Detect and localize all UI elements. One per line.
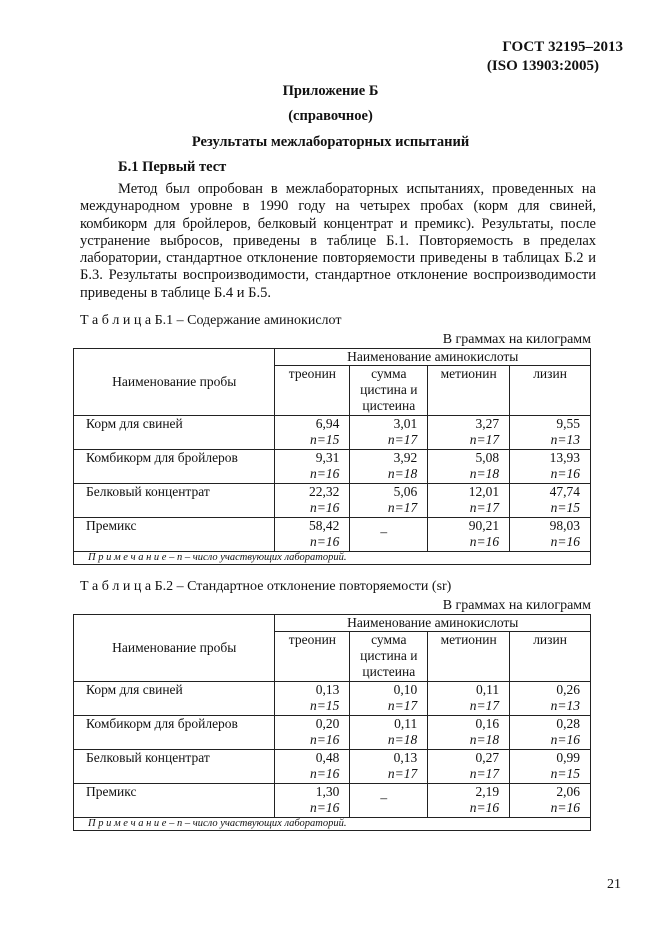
cell-n: n=17: [387, 500, 418, 515]
cell-value: [275, 450, 350, 484]
cell-value: [350, 716, 428, 750]
cell-value: [510, 450, 591, 484]
table-row: [74, 416, 591, 450]
cell-mean: 3,92: [393, 450, 418, 465]
table1-unit: В граммах на килограмм: [442, 332, 591, 347]
cell-value: [510, 784, 591, 818]
cell-value: [275, 416, 350, 450]
cell-mean: 9,55: [556, 416, 580, 431]
cell-mean: 58,42: [308, 518, 340, 533]
cell-mean: 0,13: [393, 750, 418, 765]
cell-value: [350, 682, 428, 716]
cell-value: [350, 750, 428, 784]
cell-value: [428, 750, 510, 784]
cell-mean: 0,20: [315, 716, 340, 731]
cell-value: [275, 750, 350, 784]
cell-value: [510, 416, 591, 450]
cell-n: n=16: [309, 766, 340, 781]
cell-n: n=15: [309, 432, 340, 447]
appendix-type: (справочное): [288, 108, 373, 124]
cell-mean: –: [380, 524, 388, 539]
cell-n: n=16: [309, 500, 340, 515]
page-number: 21: [607, 877, 621, 892]
cell-value: [510, 682, 591, 716]
cell-mean: 12,01: [468, 484, 500, 499]
iso-number: (ISO 13903:2005): [486, 58, 599, 74]
cell-n: n=16: [550, 466, 580, 481]
document-header: [487, 38, 623, 76]
cell-mean: 5,08: [475, 450, 500, 465]
cell-mean: 0,11: [476, 682, 500, 697]
cell-n: n=15: [550, 766, 580, 781]
cell-value: [350, 416, 428, 450]
row-sample-name: Премикс: [74, 784, 275, 818]
table-row: [74, 518, 591, 552]
row-sample-name: Корм для свиней: [74, 416, 275, 450]
cell-n: n=17: [387, 766, 418, 781]
table1-col-lysine: лизин: [510, 366, 591, 416]
cell-value: [510, 716, 591, 750]
cell-value: [350, 784, 428, 818]
table1-caption: Т а б л и ц а Б.1 – Содержание аминокислот: [80, 313, 342, 328]
table2-col-methionine: метионин: [428, 632, 510, 682]
cell-n: n=18: [469, 732, 500, 747]
row-sample-name: Белковый концентрат: [74, 750, 275, 784]
cell-n: n=16: [309, 466, 340, 481]
table2-group-header: Наименование аминокислоты: [275, 615, 591, 632]
table-row: [74, 682, 591, 716]
cell-mean: 90,21: [468, 518, 500, 533]
cell-n: n=16: [550, 534, 580, 549]
section-title: Б.1 Первый тест: [118, 159, 227, 175]
table1: [73, 348, 591, 565]
cell-n: n=17: [387, 432, 418, 447]
cell-value: [275, 784, 350, 818]
row-sample-name: Комбикорм для бройлеров: [74, 716, 275, 750]
table2: [73, 614, 591, 831]
row-sample-name: Комбикорм для бройлеров: [74, 450, 275, 484]
cell-value: [510, 484, 591, 518]
cell-mean: 3,01: [393, 416, 418, 431]
cell-value: [428, 784, 510, 818]
body-paragraph: [80, 181, 596, 302]
cell-value: [275, 484, 350, 518]
cell-value: [428, 484, 510, 518]
cell-n: n=17: [469, 432, 500, 447]
cell-mean: 3,27: [475, 416, 500, 431]
cell-n: n=18: [387, 466, 418, 481]
table2-col-lysine: лизин: [510, 632, 591, 682]
cell-mean: 9,31: [315, 450, 340, 465]
cell-mean: 1,30: [315, 784, 340, 799]
cell-value: [275, 682, 350, 716]
cell-value: [350, 484, 428, 518]
cell-mean: 0,10: [393, 682, 418, 697]
table1-col-threonine: треонин: [275, 366, 350, 416]
cell-value: [350, 518, 428, 552]
cell-value: [510, 750, 591, 784]
cell-mean: 0,28: [556, 716, 580, 731]
cell-n: n=17: [469, 500, 500, 515]
cell-mean: 0,99: [556, 750, 580, 765]
table1-note: П р и м е ч а н и е – n – число участвующих лабораторий.: [74, 552, 591, 565]
cell-value: [428, 450, 510, 484]
table-row: [74, 484, 591, 518]
cell-n: n=15: [550, 500, 580, 515]
cell-mean: 98,03: [549, 518, 580, 533]
cell-mean: 13,93: [549, 450, 580, 465]
cell-n: n=16: [469, 800, 500, 815]
cell-value: [428, 416, 510, 450]
cell-value: [428, 518, 510, 552]
cell-mean: 47,74: [549, 484, 580, 499]
table1-col-methionine: метионин: [428, 366, 510, 416]
table1-col-name: Наименование пробы: [74, 349, 275, 416]
cell-mean: 0,48: [315, 750, 340, 765]
cell-n: n=16: [309, 732, 340, 747]
cell-n: n=17: [387, 698, 418, 713]
table1-col-cystine: сумма цистина и цистеина: [350, 366, 428, 416]
row-sample-name: Корм для свиней: [74, 682, 275, 716]
table2-col-cystine: сумма цистина и цистеина: [350, 632, 428, 682]
table-row: [74, 750, 591, 784]
cell-n: n=16: [309, 534, 340, 549]
cell-value: [275, 716, 350, 750]
table2-unit: В граммах на килограмм: [442, 598, 591, 613]
table2-caption: Т а б л и ц а Б.2 – Стандартное отклонение повторяемости (sr): [80, 579, 452, 594]
cell-mean: 22,32: [308, 484, 340, 499]
cell-value: [350, 450, 428, 484]
cell-mean: 5,06: [393, 484, 418, 499]
standard-number: ГОСТ 32195–2013: [502, 39, 623, 55]
cell-n: n=13: [550, 432, 580, 447]
cell-mean: 2,06: [556, 784, 580, 799]
cell-mean: 2,19: [475, 784, 500, 799]
cell-n: n=16: [550, 732, 580, 747]
table2-note: П р и м е ч а н и е – n – число участвующих лабораторий.: [74, 818, 591, 831]
table2-col-name: Наименование пробы: [74, 615, 275, 682]
table1-group-header: Наименование аминокислоты: [275, 349, 591, 366]
cell-mean: 0,16: [475, 716, 500, 731]
cell-n: n=18: [469, 466, 500, 481]
cell-n: n=13: [550, 698, 580, 713]
appendix-heading: Результаты межлабораторных испытаний: [191, 134, 470, 150]
cell-mean: 0,11: [394, 716, 418, 731]
cell-n: n=18: [387, 732, 418, 747]
cell-n: n=16: [309, 800, 340, 815]
paragraph-text: Метод был опробован в межлабораторных испытаниях, проведенных на международном уровне в 1990 году на четырех пробах (корм для свиней, комбикорм для бройлеров, белковый концентрат и премикс). Результаты, после устранение выбросов, приведены в таблице Б.1. Повторяемость в пределах лаборатории, стандартное отклонение повторяемости приведены в таблицах Б.2 и Б.3. Результаты воспроизводимости, стандартное отклонение воспроизводимости приведены в таблице Б.4 и Б.5.: [80, 181, 596, 301]
cell-mean: 6,94: [315, 416, 340, 431]
cell-n: n=16: [550, 800, 580, 815]
row-sample-name: Белковый концентрат: [74, 484, 275, 518]
cell-n: n=16: [469, 534, 500, 549]
cell-n: n=17: [469, 698, 500, 713]
cell-mean: 0,26: [556, 682, 580, 697]
cell-mean: 0,27: [475, 750, 500, 765]
cell-value: [428, 682, 510, 716]
cell-mean: –: [380, 790, 388, 805]
table-row: [74, 784, 591, 818]
row-sample-name: Премикс: [74, 518, 275, 552]
appendix-title: Приложение Б: [282, 83, 379, 99]
cell-value: [510, 518, 591, 552]
cell-value: [275, 518, 350, 552]
cell-n: n=17: [469, 766, 500, 781]
cell-n: n=15: [309, 698, 340, 713]
table-row: [74, 716, 591, 750]
cell-value: [428, 716, 510, 750]
cell-mean: 0,13: [315, 682, 340, 697]
table-row: [74, 450, 591, 484]
table2-col-threonine: треонин: [275, 632, 350, 682]
